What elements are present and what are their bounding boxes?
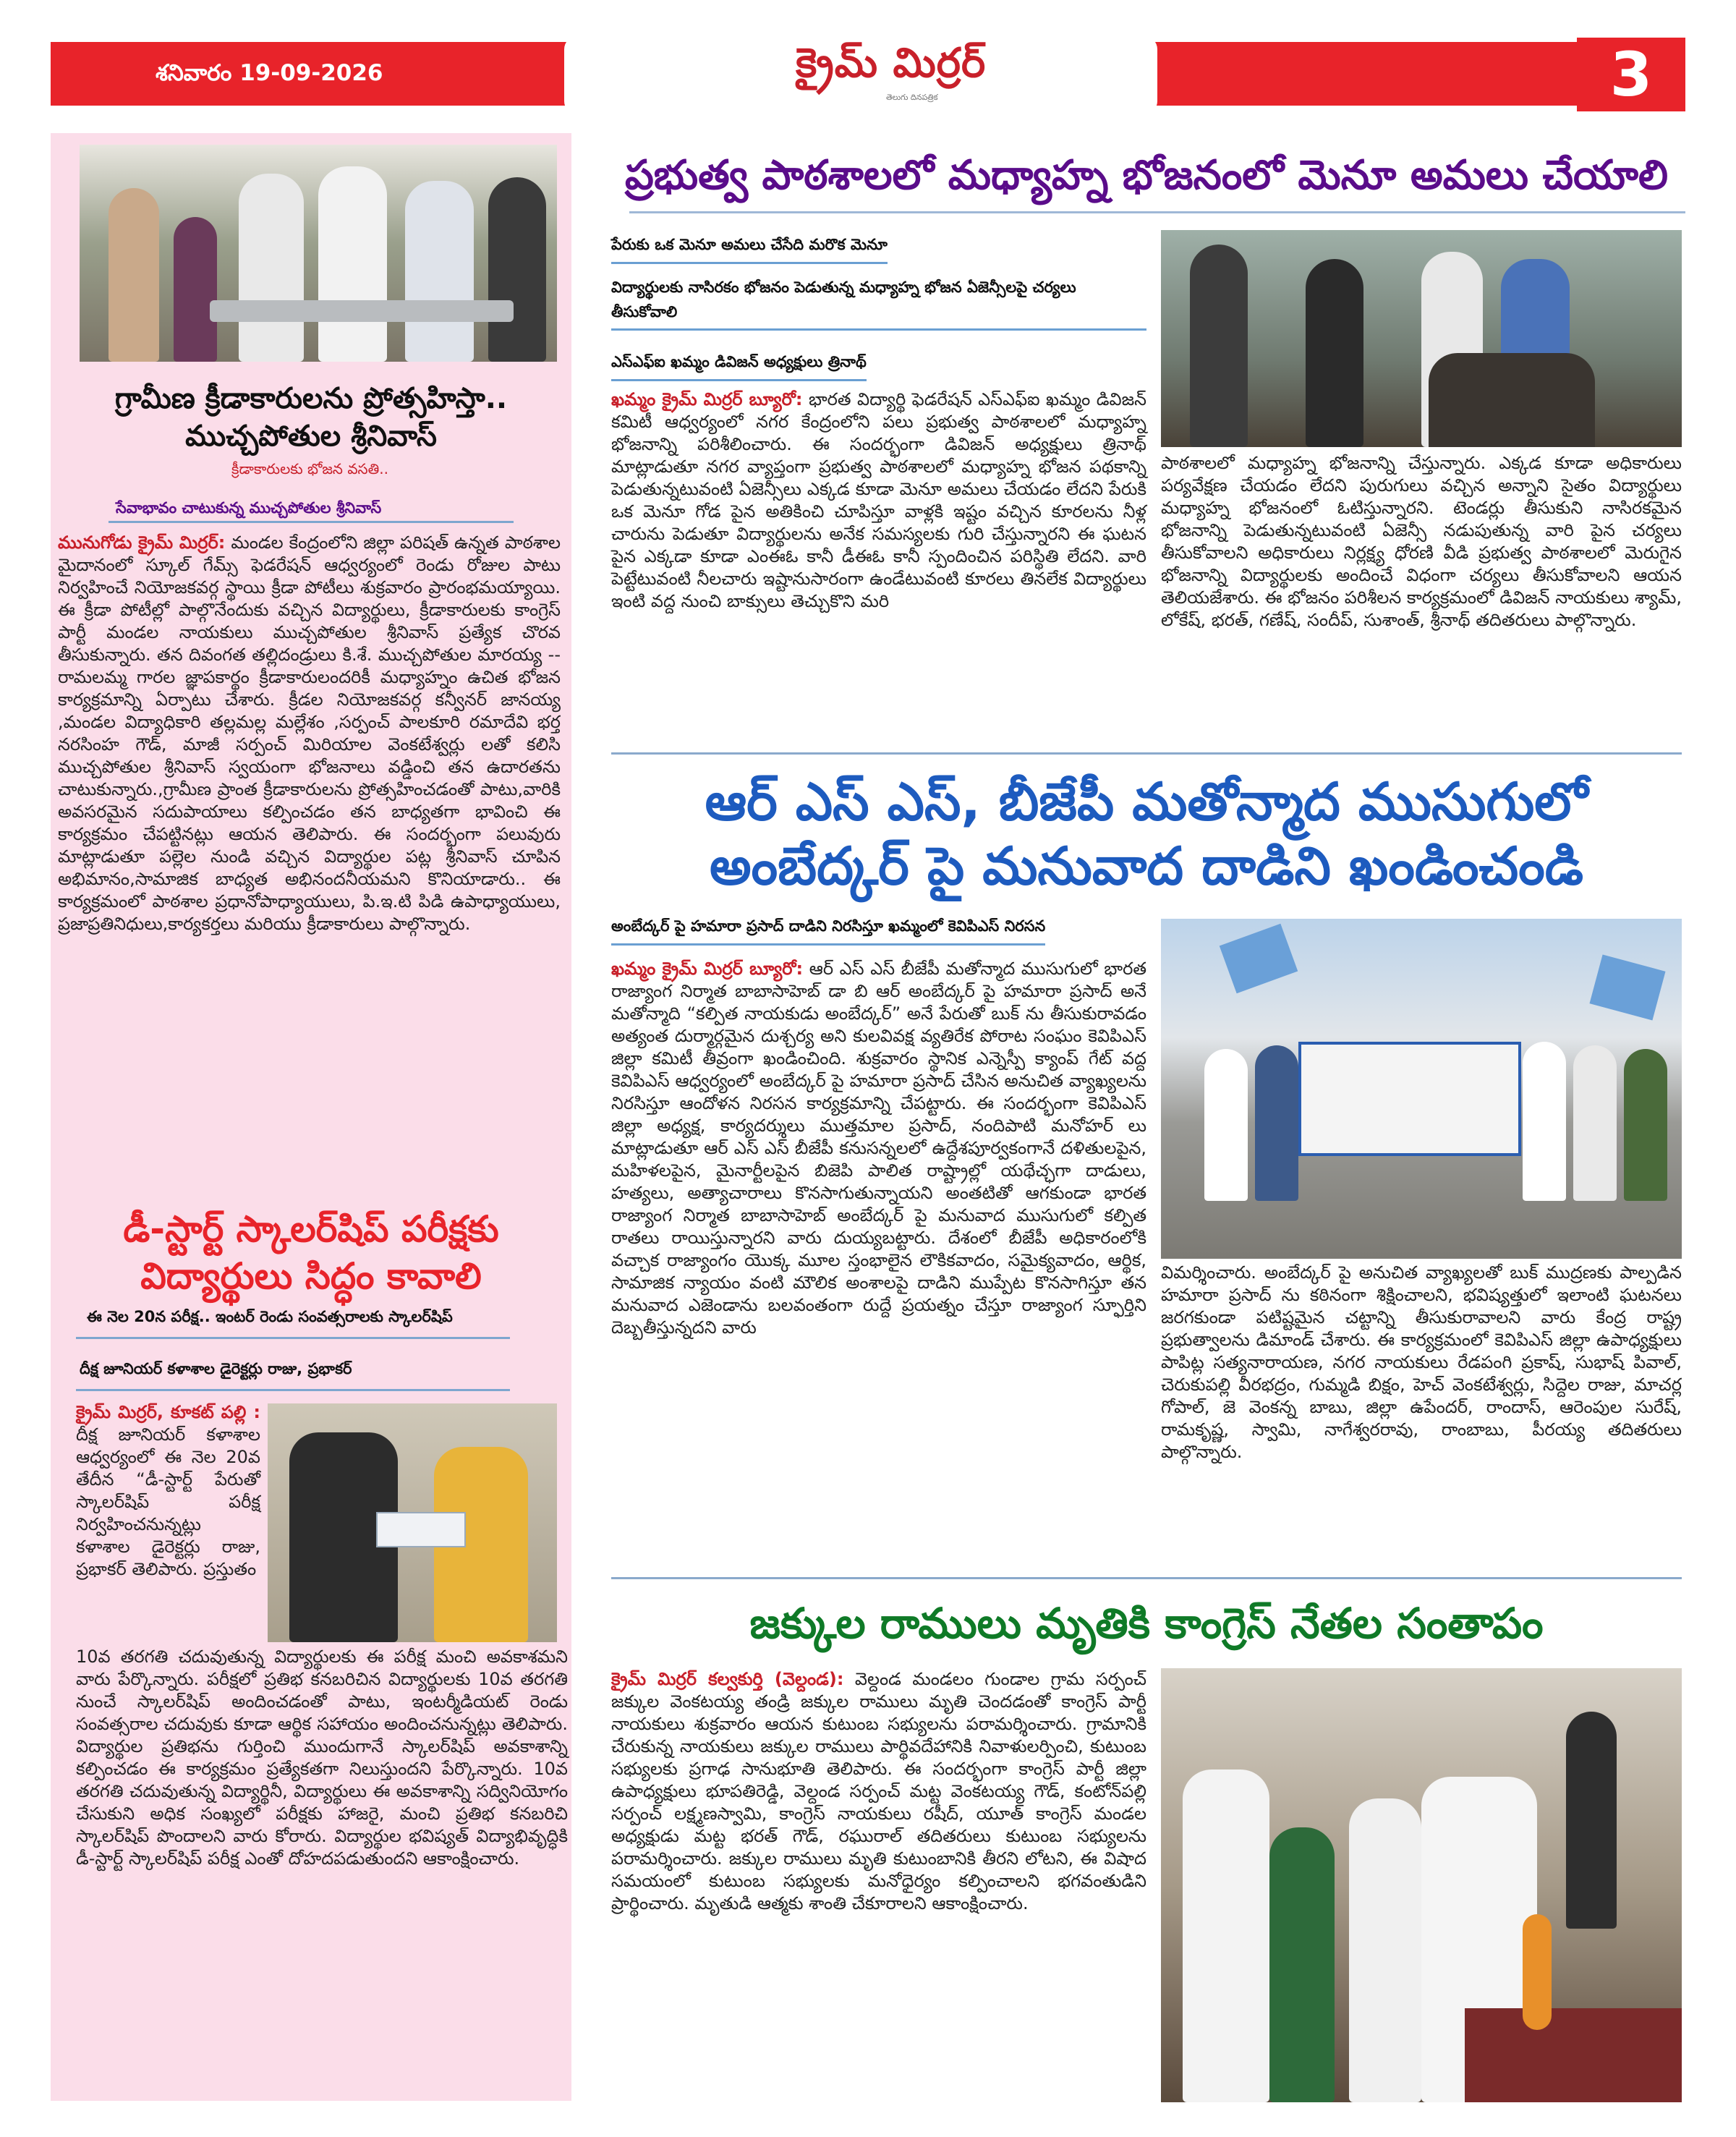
masthead-tagline: తెలుగు దినపత్రిక bbox=[886, 93, 938, 102]
midday-meal-headline-rule bbox=[629, 211, 1685, 213]
sports-subhead-rule bbox=[109, 521, 514, 523]
kvps-protest-photo bbox=[1161, 919, 1682, 1259]
midday-meal-body-1-text: భారత విద్యార్థి ఫెడరేషన్ ఎస్ఎఫ్ఐ ఖమ్మం డివిజన్ కమిటీ ఆధ్వర్యంలో నగర కేంద్రంలోని పలు ప్రభుత్వ పాఠశాలలో మధ్యాహ్న భోజనాన్ని పరిశీలించారు. ఈ సందర్భంగా డివిజన్ అధ్యక్షులు త్రినాథ్ మాట్లాడుతూ నగర వ్యాప్తంగా ప్రభుత్వ పాఠశాలలో మధ్యాహ్న భోజన పథకాన్ని పెడుతున్నటువంటి ఏజెన్సీలు ఎక్కడ కూడా మెనూ అమలు చేయడం లేదని పేరుకి ఒక మెనూ గోడ పైన అతికించి చూపిస్తూ వాళ్లకి ఇష్టం వచ్చిన కూరలను నీళ్ల చారును పెడుతూ విద్యార్థులను అనేక సమస్యలకు గురి చేస్తున్నారని ఈ ఘటన పైన ఎక్కడా కూడా ఎంఈఓ కానీ డీఈఓ కానీ స్పందించిన పరిస్థితి లేదని. వారి పెట్టేటువంటి నీలచారు ఇష్టానుసారంగా ఉండేటువంటి కూరలు తినలేక విద్యార్థులు ఇంటి వద్ద నుంచి బాక్సులు తెచ్చుకొని మరి bbox=[611, 389, 1146, 611]
midday-meal-subhead-2: విద్యార్థులకు నాసిరకం భోజనం పెడుతున్న మధ్యాహ్న భోజన ఏజెన్సీలపై చర్యలు తీసుకోవాలి bbox=[611, 275, 1146, 331]
kvps-subhead: అంబేద్కర్ పై హమారా ప్రసాద్ దాడిని నిరసిస్తూ ఖమ్మంలో కెవిపిఎస్ నిరసన bbox=[611, 917, 1045, 946]
kvps-body-col2: విమర్శించారు. అంబేద్కర్ పై అనుచిత వ్యాఖ్యలతో బుక్ ముద్రణకు పాల్పడిన హమారా ప్రసాద్ ను కఠినంగా శిక్షించాలని, భవిష్యత్తులో ఇలాంటి ఘటనలు జరగకుండా పటిష్టమైన చట్టాన్ని తీసుకురావాలని వారు కేంద్ర రాష్ట్ర ప్రభుత్వాలను డిమాండ్ చేశారు. ఈ కార్యక్రమంలో కెవిపిఎస్ జిల్లా ఉపాధ్యక్షులు పాపిట్ల సత్యనారాయణ, నగర నాయకులు రేడపంగి ప్రకాష్, సుభాష్ పివాల్, చెరుకుపల్లి వీరభద్రం, గుమ్మడి బిక్షం, హెచ్ వెంకటేశ్వర్లు, సిద్దెల రాజు, మాచర్ల గోపాల్, జె వెంకన్న బాబు, జిల్లా ఉపేందర్, రాందాస్, ఆరెంపుల సురేష్, రామకృష్ణ, స్వామి, నాగేశ్వరరావు, రాంబాబు, పీరయ్య తదితరులు పాల్గొన్నారు. bbox=[1161, 1262, 1682, 1462]
midday-meal-subhead-1: పేరుకు ఒక మెనూ అమలు చేసేది మరొక మెనూ bbox=[611, 236, 888, 264]
midday-meal-body-col1 bbox=[611, 388, 1146, 613]
sports-article-body bbox=[58, 532, 561, 935]
midday-meal-headline: ప్రభుత్వ పాఠశాలలో మధ్యాహ్న భోజనంలో మెనూ అమలు చేయాలి bbox=[624, 152, 1669, 199]
midday-meal-subhead-3: ఎస్ఎఫ్ఐ ఖమ్మం డివిజన్ అధ్యక్షులు త్రినాథ్ bbox=[611, 353, 867, 381]
condolence-photo bbox=[1161, 1668, 1682, 2102]
sports-body-text: మండల కేంద్రంలోని జిల్లా పరిషత్ ఉన్నత పాఠశాల మైదానంలో స్కూల్ గేమ్స్ ఫెడరేషన్ ఆధ్వర్యంలో రెండు రోజుల పాటు నిర్వహించే నియోజకవర్గ స్థాయి క్రీడా పోటీలు శుక్రవారం ప్రారంభమయ్యాయి. ఈ క్రీడా పోటీల్లో పాల్గొనేందుకు వచ్చిన విద్యార్థులు, క్రీడాకారులకు కాంగ్రెస్ పార్టీ మండల నాయకులు ముచ్చపోతుల శ్రీనివాస్ ప్రత్యేక చొరవ తీసుకున్నారు. తన దివంగత తల్లిదండ్రులు కి.శే. ముచ్చపోతుల మారయ్య -- రామలమ్మ గారల జ్ఞాపకార్థం క్రీడాకారులందరికీ మధ్యాహ్నం ఉచిత భోజన కార్యక్రమాన్ని ఏర్పాటు చేశారు. క్రీడల నియోజకవర్గ కన్వీనర్ జానయ్య ,మండల విద్యాధికారి తల్లమల్ల మల్లేశం ,సర్పంచ్ పాలకూరి రమాదేవి భర్త నరసింహ గౌడ్, మాజీ సర్పంచ్ మిరియాల వెంకటేశ్వర్లు లతో కలిసి ముచ్చపోతుల శ్రీనివాస్ స్వయంగా భోజనాలు వడ్డించి తన ఉదారతను చాటుకున్నారు.,గ్రామీణ ప్రాంత క్రీడాకారులను ప్రోత్సహించడంతో పాటు,వారికి అవసరమైన సదుపాయాలు కల్పించడం తన బాధ్యతగా భావించి ఈ కార్యక్రమం చేపట్టినట్లు ఆయన తెలిపారు. ఈ సందర్భంగా పలువురు మాట్లాడుతూ పల్లెల నుండి వచ్చిన విద్యార్థుల పట్ల శ్రీనివాస్ చూపిన అభిమానం,సామాజిక బాధ్యత అభినందనీయమని కొనియాడారు.. ఈ కార్యక్రమంలో పాఠశాల ప్రధానోపాధ్యాయులు, పి.ఇ.టి పిడి ఉపాధ్యాయులు, ప్రజాప్రతినిధులు,కార్యకర్తలు మరియు క్రీడాకారులు పాల్గొన్నారు. bbox=[58, 532, 561, 934]
logo-text: క్రైమ్ మిర్రర్ bbox=[796, 40, 987, 87]
condolence-body bbox=[611, 1668, 1146, 1915]
kvps-dateline: ఖమ్మం క్రైమ్ మిర్రర్ బ్యూరో: bbox=[611, 959, 804, 979]
scholarship-cheque-photo bbox=[268, 1403, 557, 1642]
issue-date: శనివారం 19-09-2026 bbox=[156, 60, 383, 86]
midday-meal-dateline: ఖమ్మం క్రైమ్ మిర్రర్ బ్యూరో: bbox=[611, 389, 803, 409]
scholarship-subhead-2: దీక్ష జూనియర్ కళాశాల డైరెక్టర్లు రాజు, ప్రభాకర్ bbox=[80, 1360, 352, 1377]
section-divider-1 bbox=[611, 752, 1682, 755]
scholarship-headline-line2: విద్యార్థులు సిద్ధం కావాలి bbox=[140, 1255, 482, 1297]
page-number: 3 bbox=[1577, 38, 1685, 111]
scholarship-rule-1 bbox=[76, 1337, 510, 1339]
midday-meal-photo bbox=[1161, 230, 1682, 447]
condolence-body-text: వెల్దండ మండలం గుండాల గ్రామ సర్పంచ్ జక్కుల వెంకటయ్య తండ్రి జక్కుల రాములు మృతి చెందడంతో కాంగ్రెస్ పార్టీ నాయకులు శుక్రవారం ఆయన కుటుంబ సభ్యులను పరామర్శించారు. గ్రామానికి చేరుకున్న నాయకులు జక్కుల రాములు పార్థివదేహానికి నివాళులర్పించి, కుటుంబ సభ్యులకు ప్రగాఢ సానుభూతి తెలిపారు. ఈ సందర్భంగా కాంగ్రెస్ పార్టీ జిల్లా ఉపాధ్యక్షులు భూపతిరెడ్డి, వెల్దండ సర్పంచ్ మట్ట వెంకటయ్య గౌడ్, కంటోన్‌పల్లి సర్పంచ్ లక్ష్మణస్వామి, కాంగ్రెస్ నాయకులు రషీద్, యూత్ కాంగ్రెస్ మండల అధ్యక్షుడు మట్ట భరత్ గౌడ్, రఘురాల్ తదితరులు కుటుంబ సభ్యులను పరామర్శించారు. జక్కుల రాములు మృతి కుటుంబానికి తీరని లోటని, ఈ విషాద సమయంలో కుటుంబ సభ్యులకు మనోధైర్యం కల్పించాలని భగవంతుడిని ప్రార్థించారు. మృతుడి ఆత్మకు శాంతి చేకూరాలని ఆకాంక్షించారు. bbox=[611, 1669, 1146, 1913]
kvps-headline-line1: ఆర్ ఎస్ ఎస్, బీజేపీ మతోన్మాద ముసుగులో bbox=[705, 771, 1588, 832]
scholarship-subhead-1: ఈ నెల 20న పరీక్ష.. ఇంటర్ రెండు సంవత్సరాలకు స్కాలర్‌షిప్ bbox=[87, 1308, 453, 1325]
sports-headline-line1: గ్రామీణ క్రీడాకారులను ప్రోత్సహిస్తా.. bbox=[114, 382, 508, 415]
sports-dateline: మునుగోడు క్రైమ్ మిర్రర్: bbox=[58, 532, 226, 553]
sports-headline-line2: ముచ్చపోతుల శ్రీనివాస్ bbox=[185, 420, 437, 453]
scholarship-body-bottom: 10వ తరగతి చదువుతున్న విద్యార్థులకు ఈ పరీక్ష మంచి అవకాశమని వారు పేర్కొన్నారు. పరీక్షలో ప్రతిభ కనబరిచిన విద్యార్థులకు 10వ తరగతి నుంచే స్కాలర్‌షిప్ అందించడంతో పాటు, ఇంటర్మీడియట్ రెండు సంవత్సరాల చదువుకు కూడా ఆర్థిక సహాయం అందించనున్నట్లు తెలిపారు. విద్యార్థుల ప్రతిభను గుర్తించి ముందుగానే స్కాలర్‌షిప్ అవకాశాన్ని కల్పించడం ఈ కార్యక్రమం ప్రత్యేకతగా నిలుస్తుందని పేర్కొన్నారు. 10వ తరగతి చదువుతున్న విద్యార్థినీ, విద్యార్థులు ఈ అవకాశాన్ని సద్వినియోగం చేసుకుని అధిక సంఖ్యలో పరీక్షకు హాజరై, మంచి ప్రతిభ కనబరిచి స్కాలర్‌షిప్ పొందాలని వారు కోరారు. విద్యార్థుల భవిష్యత్ విద్యాభివృద్ధికి డీ-స్టార్ట్ స్కాలర్‌షిప్ పరీక్ష ఎంతో దోహదపడుతుందని ఆకాంక్షించారు. bbox=[76, 1647, 568, 1869]
condolence-dateline: క్రైమ్ మిర్రర్ కల్వకుర్తి (వెల్దండ): bbox=[611, 1669, 844, 1689]
scholarship-rule-2 bbox=[76, 1389, 510, 1391]
section-divider-2 bbox=[611, 1577, 1682, 1579]
midday-meal-body-col2: పాఠశాలలో మధ్యాహ్న భోజనాన్ని చేస్తున్నారు. ఎక్కడ కూడా అధికారులు పర్యవేక్షణ చేయడం లేదని పురుగులు వచ్చిన అన్నాని సైతం విద్యార్థులు మధ్యాహ్న భోజనంలో ఓటిస్తున్నారని. టెండర్లు తీసుకుని నాసిరకమైన భోజనాన్ని పెడుతున్నటువంటి ఏజెన్సీ నడుపుతున్న వారి పైన చర్యలు తీసుకోవాలని అధికారులు నిర్లక్ష్య ధోరణి వీడి ప్రభుత్వ పాఠశాలలో మెరుగైన భోజనాన్ని విద్యార్థులకు అందించే విధంగా చర్యలు తీసుకోవాలని ఆయన తెలియజేశారు. ఈ భోజనం పరిశీలన కార్యక్రమంలో డివిజన్ నాయకులు శ్యామ్, లోకేష్, భరత్, గణేష్, సందీప్, సుశాంత్, శ్రీనాథ్ తదితరులు పాల్గొన్నారు. bbox=[1161, 453, 1682, 630]
masthead-logo bbox=[796, 40, 986, 97]
sports-meal-photo bbox=[80, 145, 557, 362]
sports-subhead-2: సేవాభావం చాటుకున్న ముచ్చపోతుల శ్రీనివాస్ bbox=[116, 499, 382, 517]
condolence-headline: జక్కుల రాములు మృతికి కాంగ్రెస్ నేతల సంతాపం bbox=[749, 1599, 1544, 1648]
scholarship-dateline: క్రైమ్ మిర్రర్, కూకట్ పల్లి : bbox=[76, 1402, 260, 1422]
scholarship-body-top bbox=[76, 1401, 260, 1581]
kvps-body-col1 bbox=[611, 958, 1146, 1339]
scholarship-body-a-text: దీక్ష జూనియర్ కళాశాల ఆధ్వర్యంలో ఈ నెల 20వ తేదీన “డీ-స్టార్ట్ పేరుతో స్కాలర్‌షిప్ పరీక్ష నిర్వహించనున్నట్లు కళాశాల డైరెక్టర్లు రాజు, ప్రభాకర్ తెలిపారు. ప్రస్తుతం bbox=[76, 1424, 260, 1579]
sports-subhead-1: క్రీడాకారులకు భోజన వసతి.. bbox=[231, 460, 388, 477]
kvps-headline-line2: అంబేద్కర్ పై మనువాద దాడిని ఖండించండి bbox=[709, 836, 1584, 896]
scholarship-headline-line1: డీ-స్టార్ట్ స్కాలర్‌షిప్ పరీక్షకు bbox=[123, 1208, 499, 1250]
kvps-body-1-text: ఆర్ ఎస్ ఎస్ బీజేపీ మతోన్మాద ముసుగులో భారత రాజ్యాంగ నిర్మాత బాబాసాహెబ్ డా బి ఆర్ అంబేద్కర్ పై హమారా ప్రసాద్ అనే మతోన్మాది “కల్పిత నాయకుడు అంబేద్కర్” అనే పేరుతో బుక్ ను తీసుకురావడం అత్యంత దుర్మార్గమైన దుశ్చర్య అని కులవివక్ష వ్యతిరేక పోరాట సంఘం కెవిపిఎస్ జిల్లా కమిటీ తీవ్రంగా ఖండించింది. శుక్రవారం స్థానిక ఎన్నెస్పీ క్యాంప్ గేట్ వద్ద కెవిపిఎస్ ఆధ్వర్యంలో అంబేద్కర్ పై హమారా ప్రసాద్ చేసిన అనుచిత వ్యాఖ్యలను నిరసిస్తూ ఆందోళన నిరసన కార్యక్రమాన్ని చేపట్టారు. ఈ సందర్భంగా కెవిపిఎస్ జిల్లా అధ్యక్ష, కార్యదర్శులు ముత్తమాల ప్రసాద్, నందిపాటి మనోహర్ లు మాట్లాడుతూ ఆర్ ఎస్ ఎస్ బీజేపీ కనుసన్నలలో ఉద్దేశపూర్వకంగానే దళితులపైన, మహిళలపైన, మైనార్టీలపైన బిజెపి పాలిత రాష్ట్రాల్లో యథేచ్ఛగా దాడులు, హత్యలు, అత్యాచారాలు కొనసాగుతున్నాయని అంతటితో ఆగకుండా భారత రాజ్యాంగ నిర్మాత బాబాసాహెబ్ అంబేద్కర్ పై మనువాద ముసుగులో కల్పిత రాతలు రాయిస్తున్నారని వారు దుయ్యబట్టారు. దేశంలో బీజేపీ అధికారంలోకి వచ్చాక రాజ్యాంగం యొక్క మూల స్తంభాలైన లౌకికవాదం, సమైక్యవాదం, ఆర్థిక, సామాజిక న్యాయం వంటి మౌలిక అంశాలపై దాడిని ముప్పేట కొనసాగిస్తూ తన మనువాద ఎజెండాను బలవంతంగా రుద్దే ప్రయత్నం చేస్తూ రాజ్యాంగ స్ఫూర్తిని దెబ్బతీస్తున్నదని వారు bbox=[611, 959, 1146, 1338]
